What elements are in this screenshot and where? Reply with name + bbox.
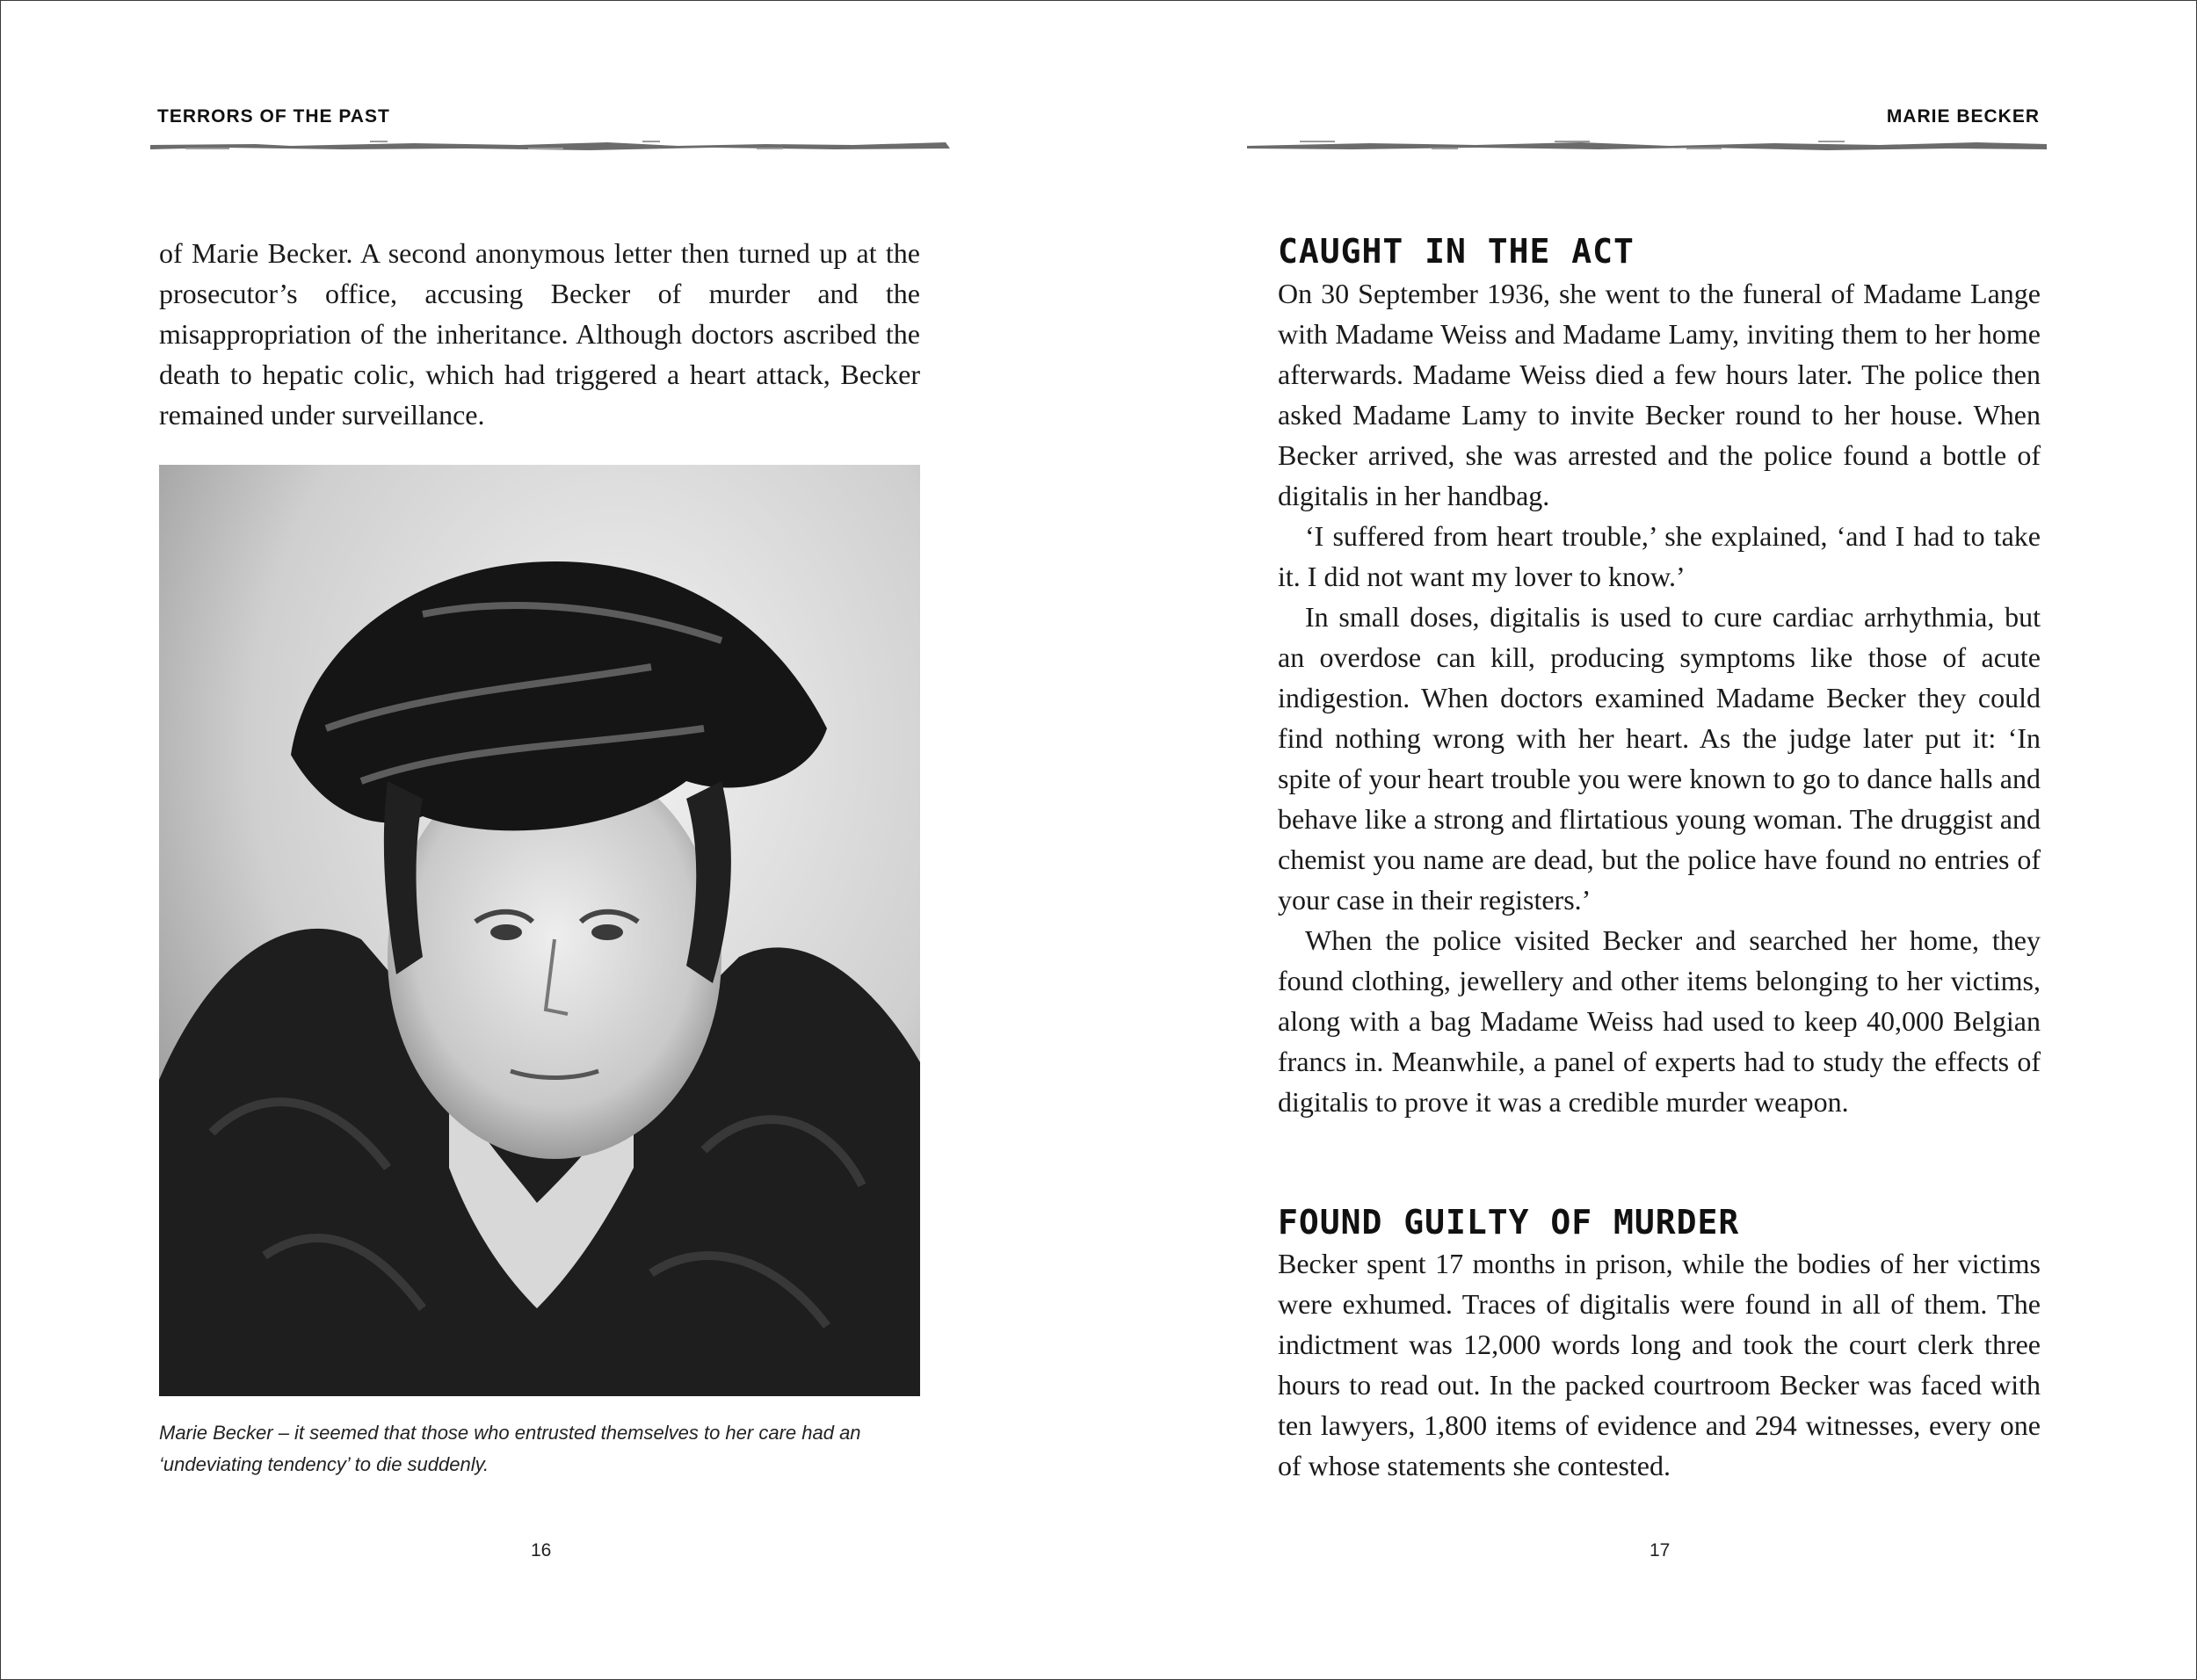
left-body-paragraph: of Marie Becker. A second anonymous letter then turned up at the prosecutor’s office, accusing Becker of murder and the misappropriation of the inheritance. Although doctors ascribed the death to hepatic colic, which had triggered a heart attack, Becker remained under surveillance. xyxy=(159,237,920,431)
paragraph: On 30 September 1936, she went to the funeral of Madame Lange with Madame Weiss and Madame Lamy, inviting them to her home afterwards. Madame Weiss died a few hours later. The police then asked Madame Lamy to invite Becker round to her house. When Becker arrived, she was arrested and the police found a bottle of digitalis in her handbag. xyxy=(1278,278,2041,511)
section-heading-guilty: FOUND GUILTY OF MURDER xyxy=(1278,1203,1740,1242)
photo-caption: Marie Becker – it seemed that those who entrusted themselves to her care had an ‘undeviating tendency’ to die suddenly. xyxy=(159,1422,861,1475)
distressed-rule-right xyxy=(1247,138,2047,156)
portrait-photo xyxy=(159,465,920,1396)
paragraph: When the police visited Becker and searched her home, they found clothing, jewellery and other items belonging to her victims, along with a bag Madame Weiss had used to keep 40,000 Belgian francs in. Meanwhile, a panel of experts had to study the effects of digitalis to prove it was a credible murder weapon. xyxy=(1278,924,2041,1118)
running-head-right: MARIE BECKER xyxy=(1886,106,2040,127)
paragraph: ‘I suffered from heart trouble,’ she explained, ‘and I had to take it. I did not want my lover to know.’ xyxy=(1278,520,2041,592)
section-heading-caught: CAUGHT IN THE ACT xyxy=(1278,232,1635,271)
paragraph: In small doses, digitalis is used to cure cardiac arrhythmia, but an overdose can kill, producing symptoms like those of acute indigestion. When doctors examined Madame Becker they could find nothing wrong with her heart. As the judge later put it: ‘In spite of your heart trouble you were known to go to dance halls and behave like a strong and flirtatious young woman. The druggist and chemist you name are dead, but the police have found no entries of your case in their registers.’ xyxy=(1278,601,2041,916)
section-caught-body xyxy=(1278,273,2041,1122)
section-guilty-body: Becker spent 17 months in prison, while the bodies of her victims were exhumed. Traces of digitalis were found in all of them. The indictment was 12,000 words long and took the court clerk three hours to read out. In the packed courtroom Becker was faced with ten lawyers, 1,800 items of evidence and 294 witnesses, every one of whose statements she contested. xyxy=(1278,1248,2041,1481)
page-number-right: 17 xyxy=(1650,1540,1671,1561)
running-head-left: TERRORS OF THE PAST xyxy=(157,106,390,127)
page-number-left: 16 xyxy=(531,1540,552,1561)
distressed-rule-left xyxy=(150,138,950,156)
